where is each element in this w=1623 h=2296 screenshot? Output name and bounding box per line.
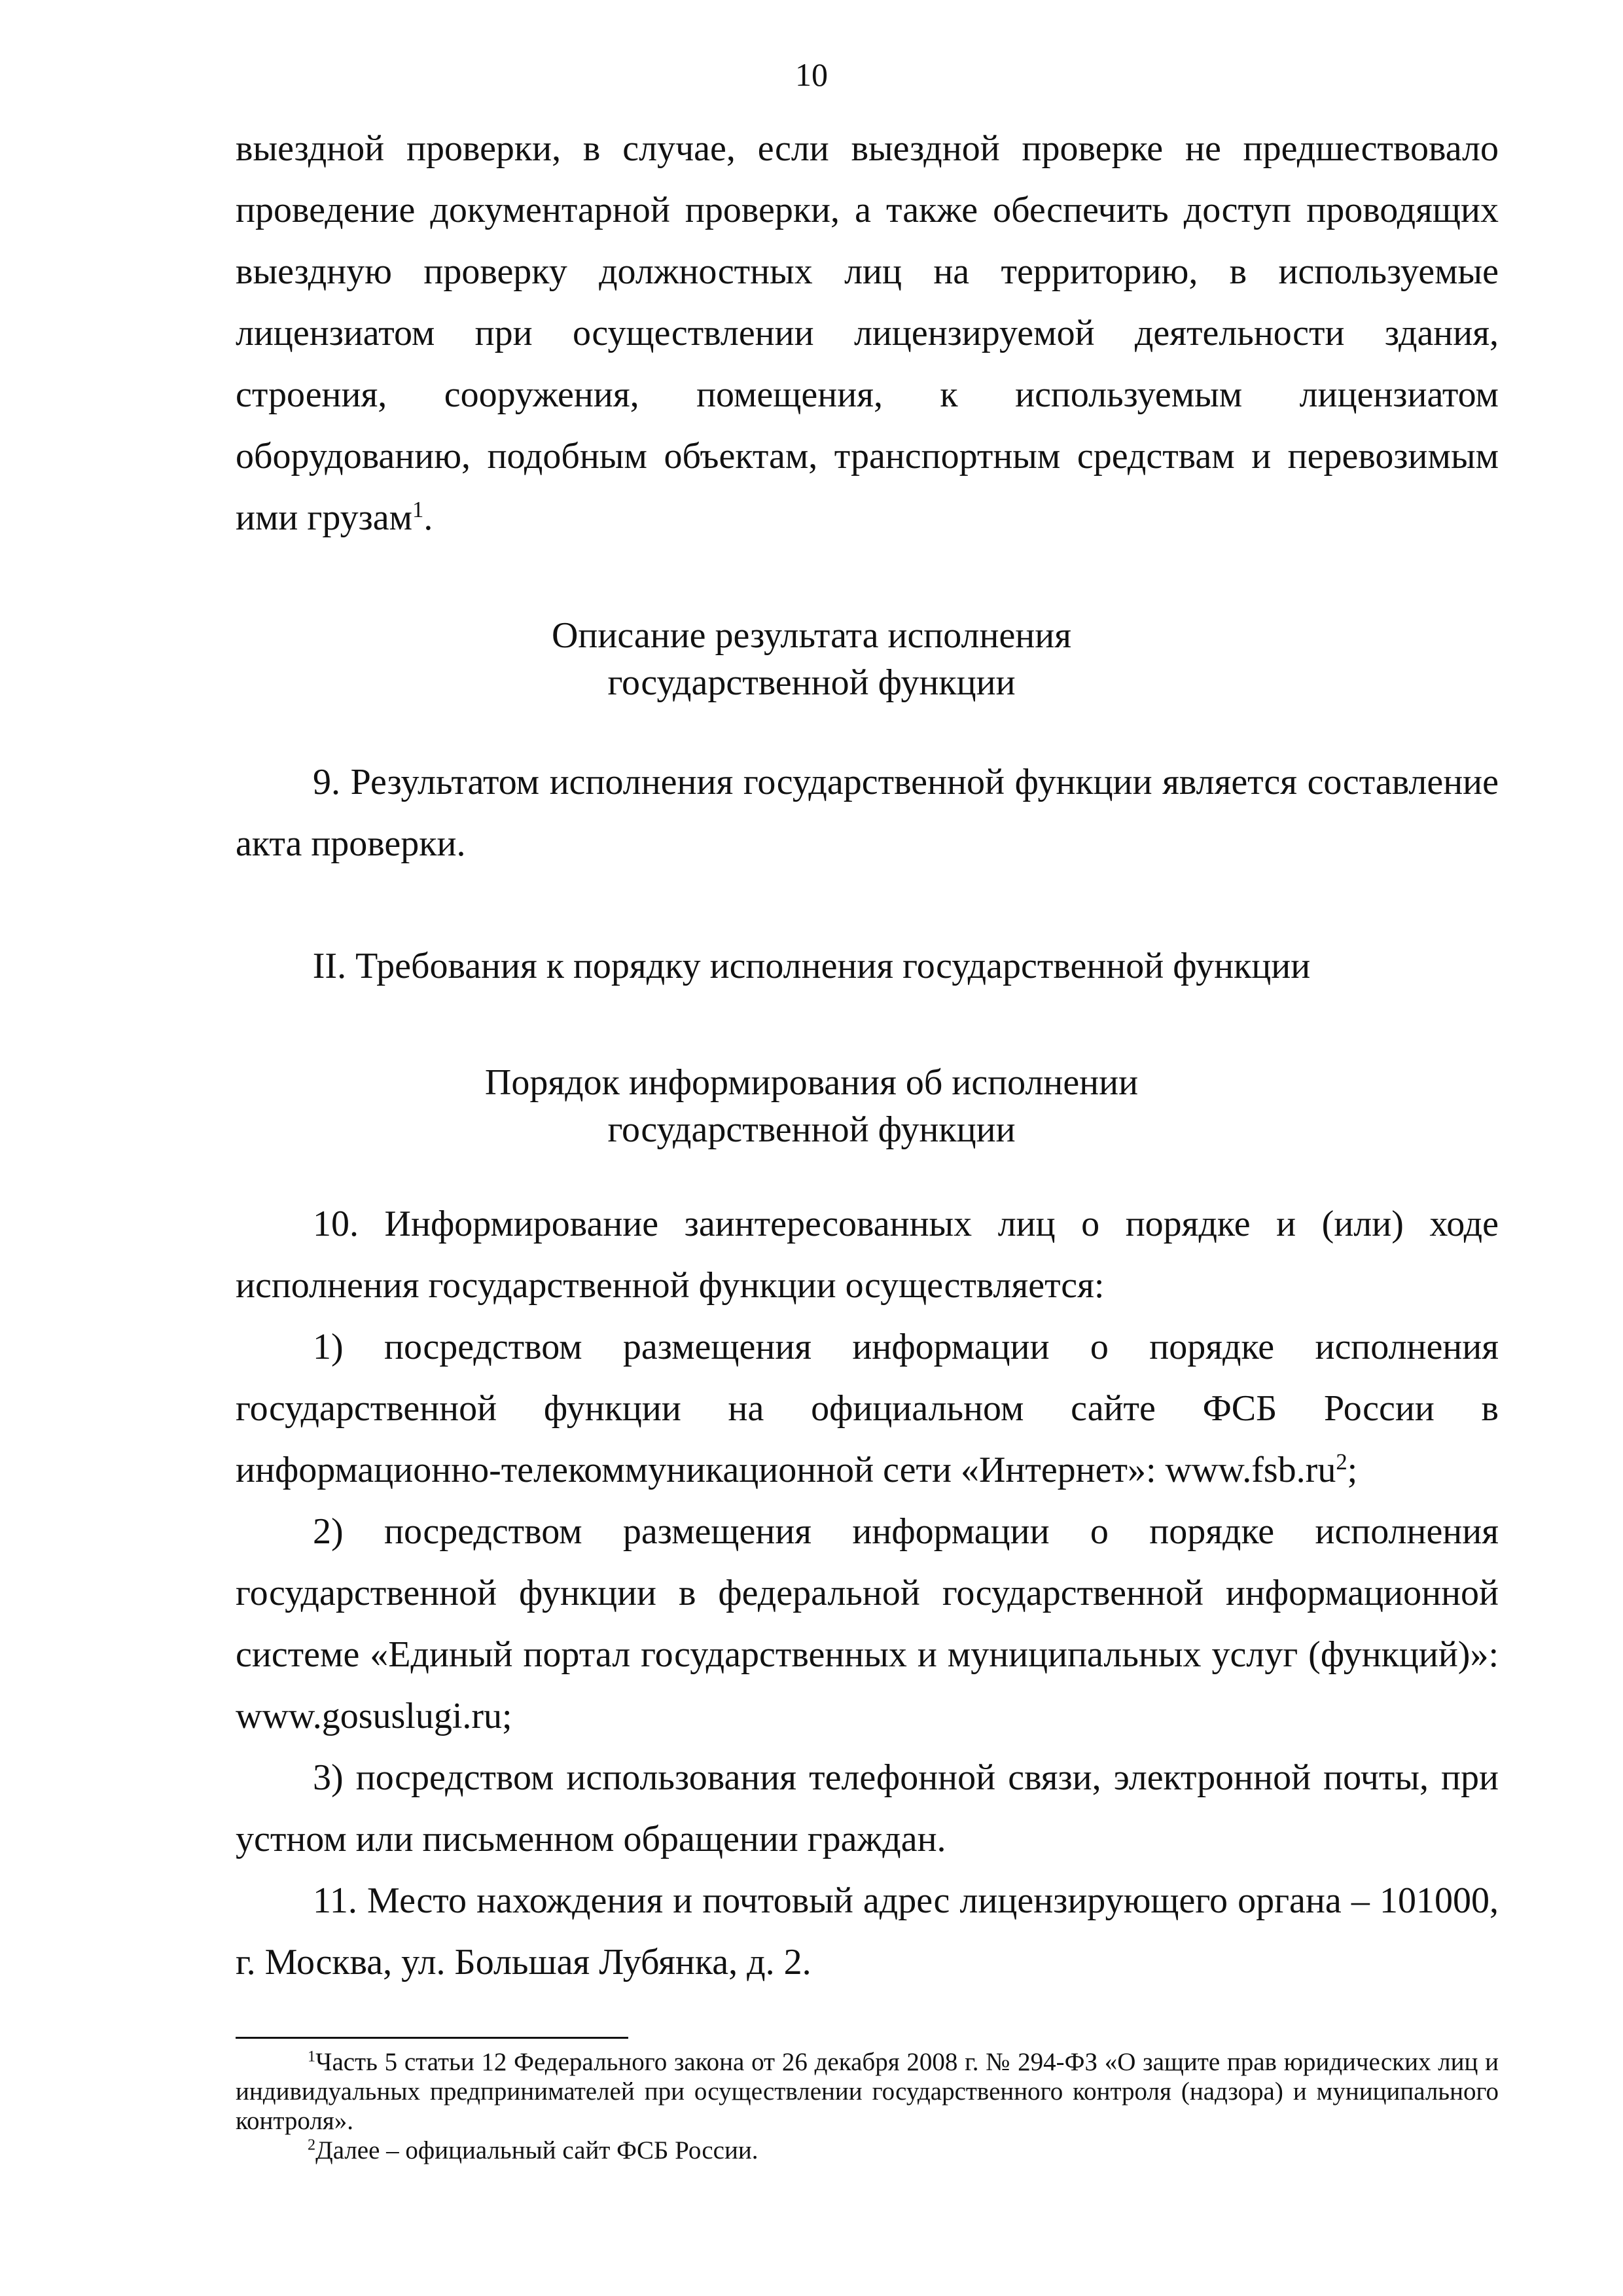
section-inform-heading-line2: государственной функции <box>607 1109 1016 1150</box>
footnote-2 <box>236 2136 1499 2165</box>
section-result-heading-line2: государственной функции <box>607 662 1016 703</box>
footnote-1-mark: 1 <box>308 2047 316 2066</box>
intro-paragraph <box>236 118 1499 548</box>
footnote-divider <box>236 2037 628 2039</box>
list-item-2: 2) посредством размещения информации о порядке исполнения государственной функции в федеральной государственной информационной системе «Единый портал государственных и муниципальных услуг (функций)»: www.gosuslugi.ru; <box>236 1511 1499 1736</box>
section-inform-heading-line1: Порядок информирования об исполнении <box>484 1062 1139 1103</box>
footnote-1 <box>236 2047 1499 2136</box>
list-item-1-end: ; <box>1347 1450 1358 1490</box>
section-result-heading <box>0 612 1623 706</box>
chapter-2-title-block <box>0 942 1623 990</box>
footnote-2-mark: 2 <box>308 2136 316 2154</box>
section-result-heading-line1: Описание результата исполнения <box>551 615 1072 656</box>
footnote-ref-1[interactable]: 1 <box>412 496 424 522</box>
intro-paragraph-end: . <box>423 497 433 538</box>
footnote-ref-2[interactable]: 2 <box>1336 1448 1347 1475</box>
footnote-1-text: Часть 5 статьи 12 Федерального закона от 26 декабря 2008 г. № 294-ФЗ «О защите прав юридических лиц и индивидуальных предпринимателей при осуществлении государственного контроля (надзора) и муниципального контроля». <box>236 2048 1499 2135</box>
intro-paragraph-text: выездной проверки, в случае, если выездной проверке не предшествовало проведение документарной проверки, а также обеспечить доступ проводящих выездную проверку должностных лиц на территорию, в используемые лицензиатом при осуществлении лицензируемой деятельности здания, строения, сооружения, помещения, к используемым лицензиатом оборудованию, подобным объектам, транспортным средствам и перевозимым ими грузам <box>236 128 1499 538</box>
list-item-1-text: 1) посредством размещения информации о порядке исполнения государственной функции на официальном сайте ФСБ России в информационно-телекоммуникационной сети «Интернет»: www.fsb.ru <box>236 1327 1499 1490</box>
chapter-2-title: II. Требования к порядку исполнения государственной функции <box>312 946 1311 986</box>
footnotes-block <box>236 2047 1499 2165</box>
section-inform-body <box>236 1193 1499 1993</box>
paragraph-11: 11. Место нахождения и почтовый адрес лицензирующего органа – 101000, г. Москва, ул. Большая Лубянка, д. 2. <box>236 1880 1499 1982</box>
paragraph-9-block <box>236 751 1499 874</box>
list-item-3: 3) посредством использования телефонной связи, электронной почты, при устном или письменном обращении граждан. <box>236 1757 1499 1859</box>
intro-paragraph-block <box>236 118 1499 548</box>
list-item-1 <box>236 1316 1499 1501</box>
paragraph-9: 9. Результатом исполнения государственной функции является составление акта проверки. <box>236 762 1499 864</box>
paragraph-10: 10. Информирование заинтересованных лиц о порядке и (или) ходе исполнения государственной функции осуществляется: <box>236 1204 1499 1306</box>
page-number: 10 <box>795 56 828 93</box>
footnote-2-text: Далее – официальный сайт ФСБ России. <box>315 2136 758 2164</box>
section-inform-heading <box>0 1059 1623 1153</box>
